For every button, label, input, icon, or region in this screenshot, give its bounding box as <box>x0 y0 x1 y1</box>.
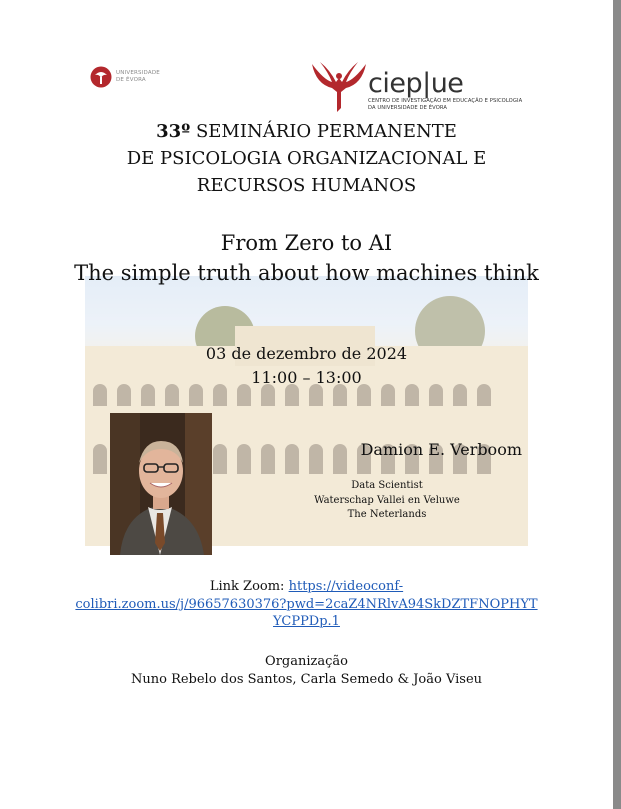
speaker-organization: Waterschap Vallei en Veluwe <box>314 494 460 506</box>
ciepue-subtitle-line2: DA UNIVERSIDADE DE ÉVORA <box>368 104 448 111</box>
organization-names: Nuno Rebelo dos Santos, Carla Semedo & João Viseu <box>130 672 483 687</box>
uevora-line1: UNIVERSIDADE <box>116 70 160 76</box>
event-schedule <box>60 342 553 390</box>
organization-label: Organização <box>265 654 348 669</box>
seminar-title-line2: DE PSICOLOGIA ORGANIZACIONAL E <box>126 148 487 169</box>
speaker-role: Data Scientist <box>351 480 423 491</box>
speaker-country: The Neterlands <box>347 509 427 520</box>
ciepue-logo <box>310 58 550 114</box>
talk-title <box>60 228 553 288</box>
zoom-link-line2[interactable]: colibri.zoom.us/j/96657630376?pwd=2caZ4NRlvA94SkDZTFNOPHYT <box>75 596 538 612</box>
seminar-title <box>60 118 553 199</box>
speaker-photo <box>110 413 212 555</box>
zoom-label: Link Zoom: <box>209 579 285 594</box>
uevora-emblem-icon <box>90 66 112 88</box>
seminar-title-line3: RECURSOS HUMANOS <box>196 175 417 196</box>
speaker-name: Damion E. Verboom <box>360 440 522 459</box>
seminar-number: 33º <box>156 121 191 142</box>
seminar-title-line1: SEMINÁRIO PERMANENTE <box>195 121 457 142</box>
ciepue-subtitle-line1: CENTRO DE INVESTIGAÇÃO EM EDUCAÇÃO E PSICOLOGIA <box>368 98 523 104</box>
uevora-logo <box>90 66 160 88</box>
organization-block <box>60 653 553 689</box>
speaker-details <box>300 479 522 523</box>
event-time: 11:00 – 13:00 <box>251 368 362 387</box>
event-date: 03 de dezembro de 2024 <box>205 344 408 363</box>
zoom-link-line1[interactable]: https://videoconf- <box>288 579 404 594</box>
ciepue-bird-icon <box>310 58 368 112</box>
talk-title-line2: The simple truth about how machines think <box>74 261 539 285</box>
uevora-line2: DE ÉVORA <box>116 77 146 83</box>
ciepue-wordmark: ciep|ue <box>368 68 464 99</box>
viewer-scrollbar[interactable] <box>613 0 621 809</box>
zoom-link-block <box>60 578 553 631</box>
talk-title-line1: From Zero to AI <box>220 231 393 255</box>
zoom-link-line3[interactable]: YCPPDp.1 <box>273 614 340 629</box>
